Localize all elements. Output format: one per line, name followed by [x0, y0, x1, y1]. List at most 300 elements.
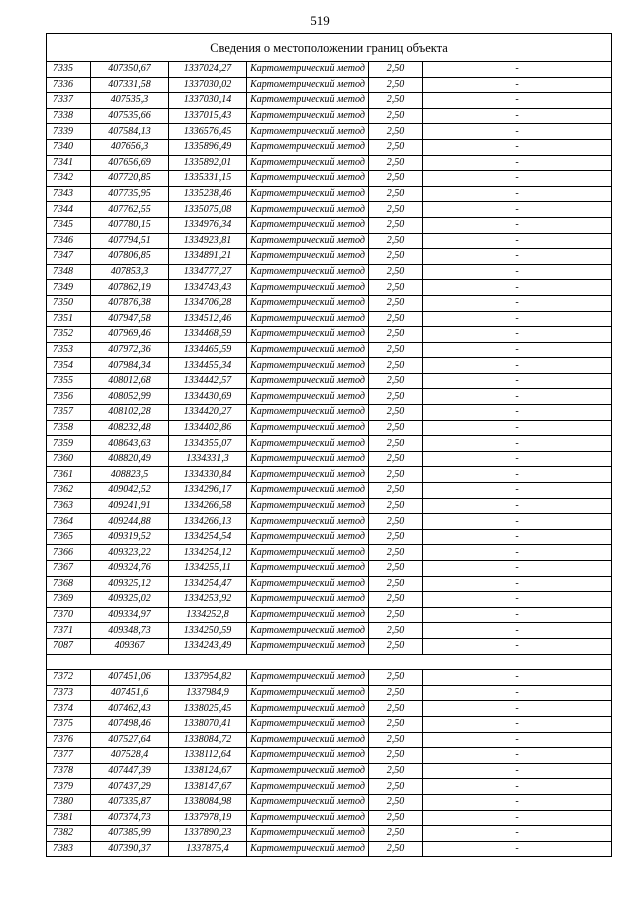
coord-y: 1334743,43	[169, 280, 247, 296]
coord-y: 1337890,23	[169, 826, 247, 842]
method-cell: Картометрический метод	[247, 389, 369, 405]
coord-x: 407972,36	[91, 342, 169, 358]
point-number: 7353	[47, 342, 91, 358]
description-cell: -	[423, 217, 612, 233]
section-separator-row	[47, 654, 612, 670]
description-cell: -	[423, 794, 612, 810]
precision-cell: 2,50	[369, 233, 423, 249]
precision-cell: 2,50	[369, 280, 423, 296]
table-row	[47, 810, 612, 826]
coord-y: 1338025,45	[169, 701, 247, 717]
table-row	[47, 794, 612, 810]
table-row	[47, 139, 612, 155]
method-cell: Картометрический метод	[247, 280, 369, 296]
method-cell: Картометрический метод	[247, 249, 369, 265]
precision-cell: 2,50	[369, 779, 423, 795]
coord-x: 409367	[91, 638, 169, 654]
precision-cell: 2,50	[369, 62, 423, 78]
point-number: 7369	[47, 592, 91, 608]
coord-y: 1334266,13	[169, 514, 247, 530]
coord-x: 407947,58	[91, 311, 169, 327]
method-cell: Картометрический метод	[247, 748, 369, 764]
table-row	[47, 826, 612, 842]
description-cell: -	[423, 607, 612, 623]
description-cell: -	[423, 295, 612, 311]
method-cell: Картометрический метод	[247, 373, 369, 389]
coord-x: 408012,68	[91, 373, 169, 389]
description-cell: -	[423, 561, 612, 577]
method-cell: Картометрический метод	[247, 732, 369, 748]
coord-x: 409324,76	[91, 561, 169, 577]
table-row	[47, 62, 612, 78]
description-cell: -	[423, 108, 612, 124]
coord-y: 1335331,15	[169, 171, 247, 187]
table-row	[47, 342, 612, 358]
table-title-row	[47, 34, 612, 62]
coord-x: 409325,02	[91, 592, 169, 608]
coord-x: 407535,3	[91, 93, 169, 109]
coord-y: 1337954,82	[169, 670, 247, 686]
precision-cell: 2,50	[369, 155, 423, 171]
precision-cell: 2,50	[369, 701, 423, 717]
point-number: 7378	[47, 763, 91, 779]
coord-x: 407528,4	[91, 748, 169, 764]
coord-x: 408820,49	[91, 451, 169, 467]
method-cell: Картометрический метод	[247, 311, 369, 327]
coord-x: 409325,12	[91, 576, 169, 592]
method-cell: Картометрический метод	[247, 295, 369, 311]
description-cell: -	[423, 732, 612, 748]
precision-cell: 2,50	[369, 716, 423, 732]
table-row	[47, 389, 612, 405]
table-row	[47, 841, 612, 857]
precision-cell: 2,50	[369, 202, 423, 218]
point-number: 7358	[47, 420, 91, 436]
precision-cell: 2,50	[369, 545, 423, 561]
description-cell: -	[423, 638, 612, 654]
coord-x: 409348,73	[91, 623, 169, 639]
point-number: 7343	[47, 186, 91, 202]
point-number: 7360	[47, 451, 91, 467]
point-number: 7345	[47, 217, 91, 233]
description-cell: -	[423, 155, 612, 171]
description-cell: -	[423, 373, 612, 389]
method-cell: Картометрический метод	[247, 763, 369, 779]
point-number: 7339	[47, 124, 91, 140]
precision-cell: 2,50	[369, 77, 423, 93]
table-row	[47, 483, 612, 499]
coord-y: 1334455,34	[169, 358, 247, 374]
precision-cell: 2,50	[369, 623, 423, 639]
method-cell: Картометрический метод	[247, 155, 369, 171]
precision-cell: 2,50	[369, 529, 423, 545]
precision-cell: 2,50	[369, 186, 423, 202]
description-cell: -	[423, 763, 612, 779]
coord-y: 1334331,3	[169, 451, 247, 467]
coord-y: 1337978,19	[169, 810, 247, 826]
coord-y: 1334296,17	[169, 483, 247, 499]
coord-y: 1337984,9	[169, 685, 247, 701]
method-cell: Картометрический метод	[247, 514, 369, 530]
coord-y: 1334420,27	[169, 405, 247, 421]
method-cell: Картометрический метод	[247, 638, 369, 654]
method-cell: Картометрический метод	[247, 77, 369, 93]
coord-x: 408823,5	[91, 467, 169, 483]
coord-x: 407720,85	[91, 171, 169, 187]
point-number: 7370	[47, 607, 91, 623]
table-row	[47, 514, 612, 530]
description-cell: -	[423, 405, 612, 421]
point-number: 7377	[47, 748, 91, 764]
table-row	[47, 732, 612, 748]
coord-x: 407876,38	[91, 295, 169, 311]
coord-x: 407656,69	[91, 155, 169, 171]
coord-x: 409241,91	[91, 498, 169, 514]
precision-cell: 2,50	[369, 436, 423, 452]
precision-cell: 2,50	[369, 467, 423, 483]
coord-x: 408052,99	[91, 389, 169, 405]
description-cell: -	[423, 748, 612, 764]
coord-y: 1334465,59	[169, 342, 247, 358]
coord-x: 408102,28	[91, 405, 169, 421]
point-number: 7349	[47, 280, 91, 296]
method-cell: Картометрический метод	[247, 451, 369, 467]
method-cell: Картометрический метод	[247, 202, 369, 218]
description-cell: -	[423, 93, 612, 109]
point-number: 7355	[47, 373, 91, 389]
method-cell: Картометрический метод	[247, 561, 369, 577]
coord-x: 407735,95	[91, 186, 169, 202]
coord-y: 1334252,8	[169, 607, 247, 623]
point-number: 7382	[47, 826, 91, 842]
point-number: 7335	[47, 62, 91, 78]
point-number: 7368	[47, 576, 91, 592]
method-cell: Картометрический метод	[247, 529, 369, 545]
coord-y: 1334243,49	[169, 638, 247, 654]
point-number: 7366	[47, 545, 91, 561]
coord-y: 1338084,98	[169, 794, 247, 810]
description-cell: -	[423, 139, 612, 155]
table-row	[47, 264, 612, 280]
table-row	[47, 405, 612, 421]
description-cell: -	[423, 280, 612, 296]
table-title: Сведения о местоположении границ объекта	[47, 34, 612, 62]
description-cell: -	[423, 124, 612, 140]
method-cell: Картометрический метод	[247, 607, 369, 623]
point-number: 7336	[47, 77, 91, 93]
precision-cell: 2,50	[369, 810, 423, 826]
point-number: 7374	[47, 701, 91, 717]
description-cell: -	[423, 358, 612, 374]
precision-cell: 2,50	[369, 685, 423, 701]
coord-y: 1334891,21	[169, 249, 247, 265]
coord-x: 409042,52	[91, 483, 169, 499]
description-cell: -	[423, 249, 612, 265]
point-number: 7380	[47, 794, 91, 810]
table-row	[47, 592, 612, 608]
coord-y: 1337875,4	[169, 841, 247, 857]
coord-y: 1334976,34	[169, 217, 247, 233]
coord-x: 407462,43	[91, 701, 169, 717]
method-cell: Картометрический метод	[247, 108, 369, 124]
method-cell: Картометрический метод	[247, 233, 369, 249]
coord-x: 407498,46	[91, 716, 169, 732]
method-cell: Картометрический метод	[247, 498, 369, 514]
description-cell: -	[423, 342, 612, 358]
precision-cell: 2,50	[369, 592, 423, 608]
table-row	[47, 623, 612, 639]
point-number: 7087	[47, 638, 91, 654]
method-cell: Картометрический метод	[247, 327, 369, 343]
precision-cell: 2,50	[369, 498, 423, 514]
method-cell: Картометрический метод	[247, 342, 369, 358]
description-cell: -	[423, 311, 612, 327]
coord-x: 407374,73	[91, 810, 169, 826]
precision-cell: 2,50	[369, 342, 423, 358]
description-cell: -	[423, 592, 612, 608]
table-row	[47, 93, 612, 109]
coord-y: 1334254,54	[169, 529, 247, 545]
coord-x: 407806,85	[91, 249, 169, 265]
coord-y: 1334777,27	[169, 264, 247, 280]
table-row	[47, 295, 612, 311]
method-cell: Картометрический метод	[247, 576, 369, 592]
description-cell: -	[423, 810, 612, 826]
coord-x: 407780,15	[91, 217, 169, 233]
method-cell: Картометрический метод	[247, 171, 369, 187]
table-row	[47, 311, 612, 327]
coord-y: 1334330,84	[169, 467, 247, 483]
point-number: 7337	[47, 93, 91, 109]
coord-y: 1334250,59	[169, 623, 247, 639]
point-number: 7338	[47, 108, 91, 124]
description-cell: -	[423, 576, 612, 592]
page-number: 519	[310, 13, 330, 28]
table-row	[47, 529, 612, 545]
table-row	[47, 561, 612, 577]
precision-cell: 2,50	[369, 451, 423, 467]
precision-cell: 2,50	[369, 327, 423, 343]
table-row	[47, 124, 612, 140]
description-cell: -	[423, 670, 612, 686]
precision-cell: 2,50	[369, 389, 423, 405]
precision-cell: 2,50	[369, 841, 423, 857]
precision-cell: 2,50	[369, 607, 423, 623]
point-number: 7365	[47, 529, 91, 545]
table-row	[47, 670, 612, 686]
method-cell: Картометрический метод	[247, 124, 369, 140]
coord-y: 1334254,12	[169, 545, 247, 561]
coord-x: 407390,37	[91, 841, 169, 857]
coord-y: 1334355,07	[169, 436, 247, 452]
coord-y: 1334430,69	[169, 389, 247, 405]
precision-cell: 2,50	[369, 249, 423, 265]
coord-x: 407335,87	[91, 794, 169, 810]
method-cell: Картометрический метод	[247, 670, 369, 686]
coord-x: 407984,34	[91, 358, 169, 374]
point-number: 7379	[47, 779, 91, 795]
precision-cell: 2,50	[369, 93, 423, 109]
table-row	[47, 436, 612, 452]
coord-x: 408232,48	[91, 420, 169, 436]
description-cell: -	[423, 545, 612, 561]
boundary-table	[46, 33, 612, 857]
coord-x: 409323,22	[91, 545, 169, 561]
table-row	[47, 373, 612, 389]
coord-y: 1337015,43	[169, 108, 247, 124]
point-number: 7347	[47, 249, 91, 265]
coord-x: 407656,3	[91, 139, 169, 155]
point-number: 7373	[47, 685, 91, 701]
coord-x: 407447,39	[91, 763, 169, 779]
precision-cell: 2,50	[369, 763, 423, 779]
coord-y: 1338084,72	[169, 732, 247, 748]
coord-y: 1334468,59	[169, 327, 247, 343]
coord-y: 1334255,11	[169, 561, 247, 577]
point-number: 7350	[47, 295, 91, 311]
coord-x: 407451,06	[91, 670, 169, 686]
coord-y: 1335075,08	[169, 202, 247, 218]
method-cell: Картометрический метод	[247, 62, 369, 78]
coord-y: 1334253,92	[169, 592, 247, 608]
coord-y: 1335896,49	[169, 139, 247, 155]
method-cell: Картометрический метод	[247, 592, 369, 608]
method-cell: Картометрический метод	[247, 420, 369, 436]
method-cell: Картометрический метод	[247, 810, 369, 826]
coord-y: 1334706,28	[169, 295, 247, 311]
table-row	[47, 748, 612, 764]
coord-y: 1338112,64	[169, 748, 247, 764]
point-number: 7371	[47, 623, 91, 639]
table-row	[47, 638, 612, 654]
coord-x: 407527,64	[91, 732, 169, 748]
precision-cell: 2,50	[369, 217, 423, 233]
method-cell: Картометрический метод	[247, 826, 369, 842]
coord-y: 1334442,57	[169, 373, 247, 389]
coord-y: 1334402,86	[169, 420, 247, 436]
precision-cell: 2,50	[369, 483, 423, 499]
method-cell: Картометрический метод	[247, 701, 369, 717]
point-number: 7348	[47, 264, 91, 280]
coord-x: 407862,19	[91, 280, 169, 296]
method-cell: Картометрический метод	[247, 685, 369, 701]
precision-cell: 2,50	[369, 171, 423, 187]
coord-x: 408643,63	[91, 436, 169, 452]
precision-cell: 2,50	[369, 295, 423, 311]
table-row	[47, 779, 612, 795]
table-row	[47, 607, 612, 623]
point-number: 7344	[47, 202, 91, 218]
precision-cell: 2,50	[369, 139, 423, 155]
description-cell: -	[423, 233, 612, 249]
description-cell: -	[423, 826, 612, 842]
point-number: 7383	[47, 841, 91, 857]
description-cell: -	[423, 327, 612, 343]
method-cell: Картометрический метод	[247, 483, 369, 499]
description-cell: -	[423, 77, 612, 93]
description-cell: -	[423, 62, 612, 78]
method-cell: Картометрический метод	[247, 358, 369, 374]
precision-cell: 2,50	[369, 264, 423, 280]
coord-y: 1338070,41	[169, 716, 247, 732]
coord-x: 407794,51	[91, 233, 169, 249]
coord-y: 1335238,46	[169, 186, 247, 202]
description-cell: -	[423, 514, 612, 530]
table-row	[47, 545, 612, 561]
point-number: 7352	[47, 327, 91, 343]
precision-cell: 2,50	[369, 514, 423, 530]
description-cell: -	[423, 467, 612, 483]
method-cell: Картометрический метод	[247, 467, 369, 483]
coord-x: 407969,46	[91, 327, 169, 343]
table-row	[47, 155, 612, 171]
table-row	[47, 451, 612, 467]
method-cell: Картометрический метод	[247, 217, 369, 233]
point-number: 7340	[47, 139, 91, 155]
table-row	[47, 701, 612, 717]
coord-x: 409244,88	[91, 514, 169, 530]
table-row	[47, 716, 612, 732]
coord-x: 407853,3	[91, 264, 169, 280]
precision-cell: 2,50	[369, 794, 423, 810]
method-cell: Картометрический метод	[247, 623, 369, 639]
table-row	[47, 202, 612, 218]
method-cell: Картометрический метод	[247, 794, 369, 810]
table-row	[47, 171, 612, 187]
coord-x: 407762,55	[91, 202, 169, 218]
coord-x: 407331,58	[91, 77, 169, 93]
point-number: 7375	[47, 716, 91, 732]
point-number: 7364	[47, 514, 91, 530]
precision-cell: 2,50	[369, 561, 423, 577]
coord-x: 409334,97	[91, 607, 169, 623]
table-row	[47, 685, 612, 701]
precision-cell: 2,50	[369, 748, 423, 764]
description-cell: -	[423, 685, 612, 701]
table-row	[47, 576, 612, 592]
method-cell: Картометрический метод	[247, 841, 369, 857]
point-number: 7356	[47, 389, 91, 405]
coord-x: 409319,52	[91, 529, 169, 545]
point-number: 7381	[47, 810, 91, 826]
point-number: 7342	[47, 171, 91, 187]
description-cell: -	[423, 623, 612, 639]
point-number: 7351	[47, 311, 91, 327]
table-row	[47, 77, 612, 93]
coord-x: 407437,29	[91, 779, 169, 795]
coord-y: 1336576,45	[169, 124, 247, 140]
point-number: 7354	[47, 358, 91, 374]
precision-cell: 2,50	[369, 358, 423, 374]
coord-x: 407350,67	[91, 62, 169, 78]
coord-x: 407535,66	[91, 108, 169, 124]
method-cell: Картометрический метод	[247, 186, 369, 202]
precision-cell: 2,50	[369, 311, 423, 327]
point-number: 7363	[47, 498, 91, 514]
point-number: 7367	[47, 561, 91, 577]
description-cell: -	[423, 529, 612, 545]
coord-y: 1337030,02	[169, 77, 247, 93]
precision-cell: 2,50	[369, 124, 423, 140]
description-cell: -	[423, 451, 612, 467]
coord-y: 1335892,01	[169, 155, 247, 171]
precision-cell: 2,50	[369, 576, 423, 592]
table-row	[47, 467, 612, 483]
precision-cell: 2,50	[369, 373, 423, 389]
description-cell: -	[423, 841, 612, 857]
coord-y: 1337030,14	[169, 93, 247, 109]
method-cell: Картометрический метод	[247, 264, 369, 280]
